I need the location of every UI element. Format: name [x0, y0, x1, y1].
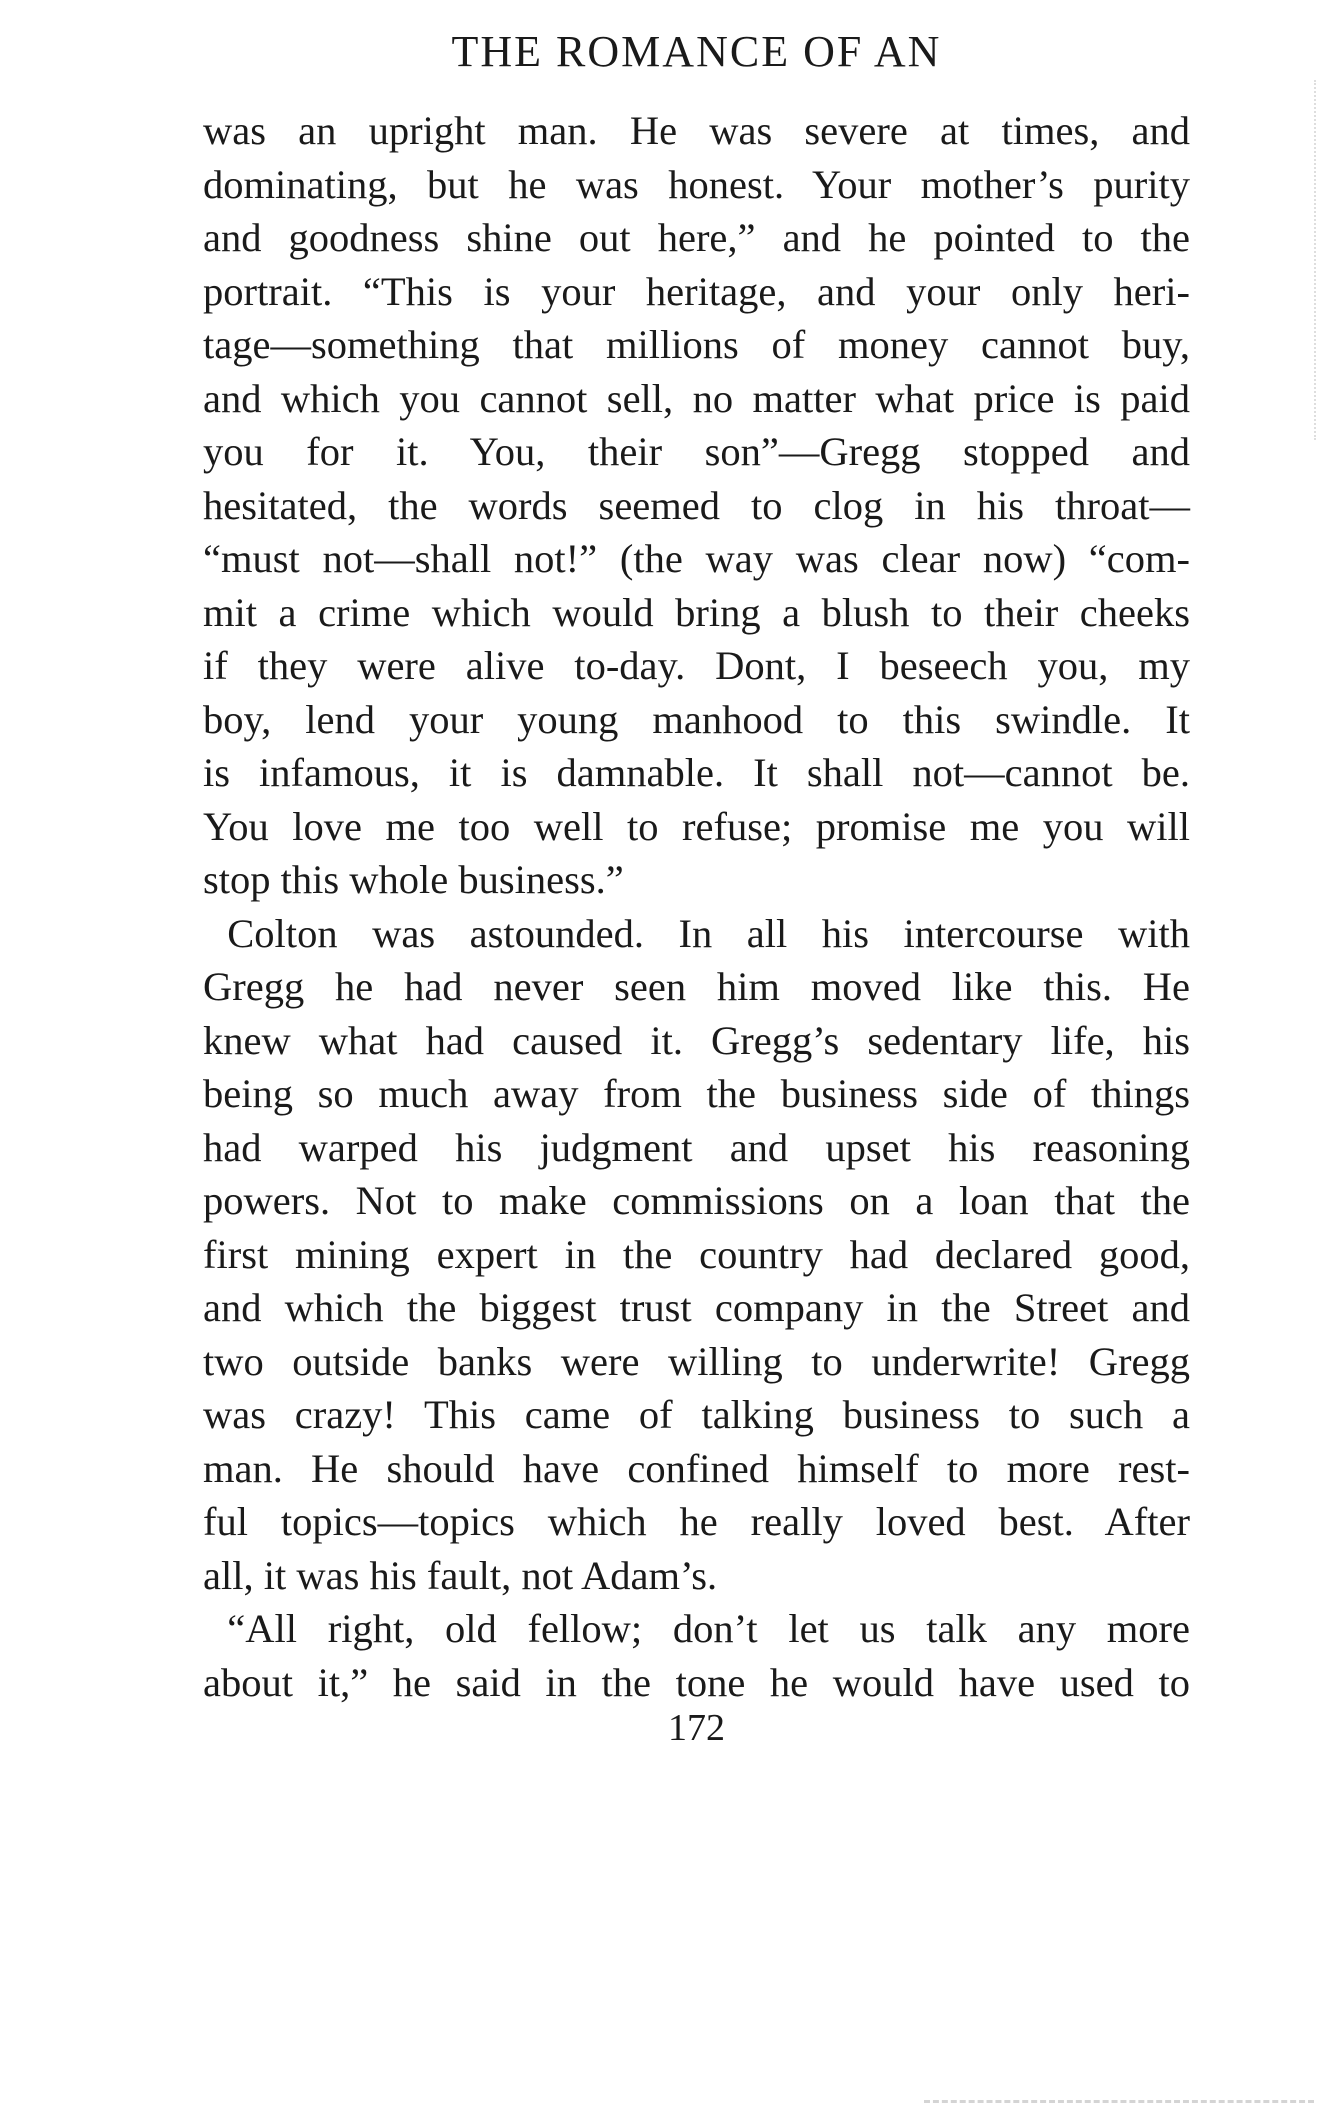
text-line: ful topics—topics which he really loved best. After [203, 1499, 1190, 1544]
text-line: you for it. You, their son”—Gregg stopped and [203, 429, 1190, 474]
text-line: tage—something that millions of money cannot buy, [203, 322, 1190, 367]
text-line: and goodness shine out here,” and he pointed to the [203, 215, 1190, 260]
scan-margin-marks [1314, 80, 1320, 440]
text-line: “must not—shall not!” (the way was clear now) “com- [203, 536, 1190, 581]
text-line: dominating, but he was honest. Your mother’s purity [203, 161, 1190, 207]
running-head: THE ROMANCE OF AN [451, 27, 942, 76]
text-line: two outside banks were willing to underwrite! Gregg [203, 1338, 1190, 1384]
text-line: and which you cannot sell, no matter what price is paid [203, 375, 1190, 421]
text-line: was an upright man. He was severe at times, and [203, 108, 1190, 153]
text-line: powers. Not to make commissions on a loan that the [203, 1178, 1190, 1223]
text-line: boy, lend your young manhood to this swindle. It [203, 696, 1190, 742]
text-line: and which the biggest trust company in the Street and [203, 1285, 1190, 1330]
text-line: knew what had caused it. Gregg’s sedentary life, his [203, 1017, 1190, 1063]
text-line: about it,” he said in the tone he would have used to [203, 1659, 1190, 1705]
scan-bottom-marks [924, 2100, 1314, 2106]
text-line: is infamous, it is damnable. It shall not—cannot be. [203, 750, 1190, 795]
text-line: had warped his judgment and upset his reasoning [203, 1124, 1190, 1170]
text-line: Colton was astounded. In all his intercourse with [227, 910, 1190, 956]
text-line: You love me too well to refuse; promise me you will [203, 803, 1190, 849]
text-line: stop this whole business.” [203, 857, 624, 902]
text-line: “All right, old fellow; don’t let us talk any more [227, 1606, 1190, 1651]
text-line: first mining expert in the country had declared good, [203, 1231, 1190, 1277]
text-line: mit a crime which would bring a blush to their cheeks [203, 589, 1190, 635]
text-line: hesitated, the words seemed to clog in his throat— [203, 482, 1190, 528]
text-line: being so much away from the business side of things [203, 1071, 1190, 1116]
text-line: if they were alive to-day. Dont, I beseech you, my [203, 643, 1190, 688]
text-line: man. He should have confined himself to more rest- [203, 1445, 1190, 1491]
text-line: portrait. “This is your heritage, and your only heri- [203, 268, 1190, 314]
text-line: all, it was his fault, not Adam’s. [203, 1552, 718, 1598]
text-line: was crazy! This came of talking business to such a [203, 1392, 1190, 1437]
text-line: Gregg he had never seen him moved like this. He [203, 964, 1190, 1009]
body-text [203, 104, 1190, 1709]
page-number: 172 [668, 1707, 725, 1749]
